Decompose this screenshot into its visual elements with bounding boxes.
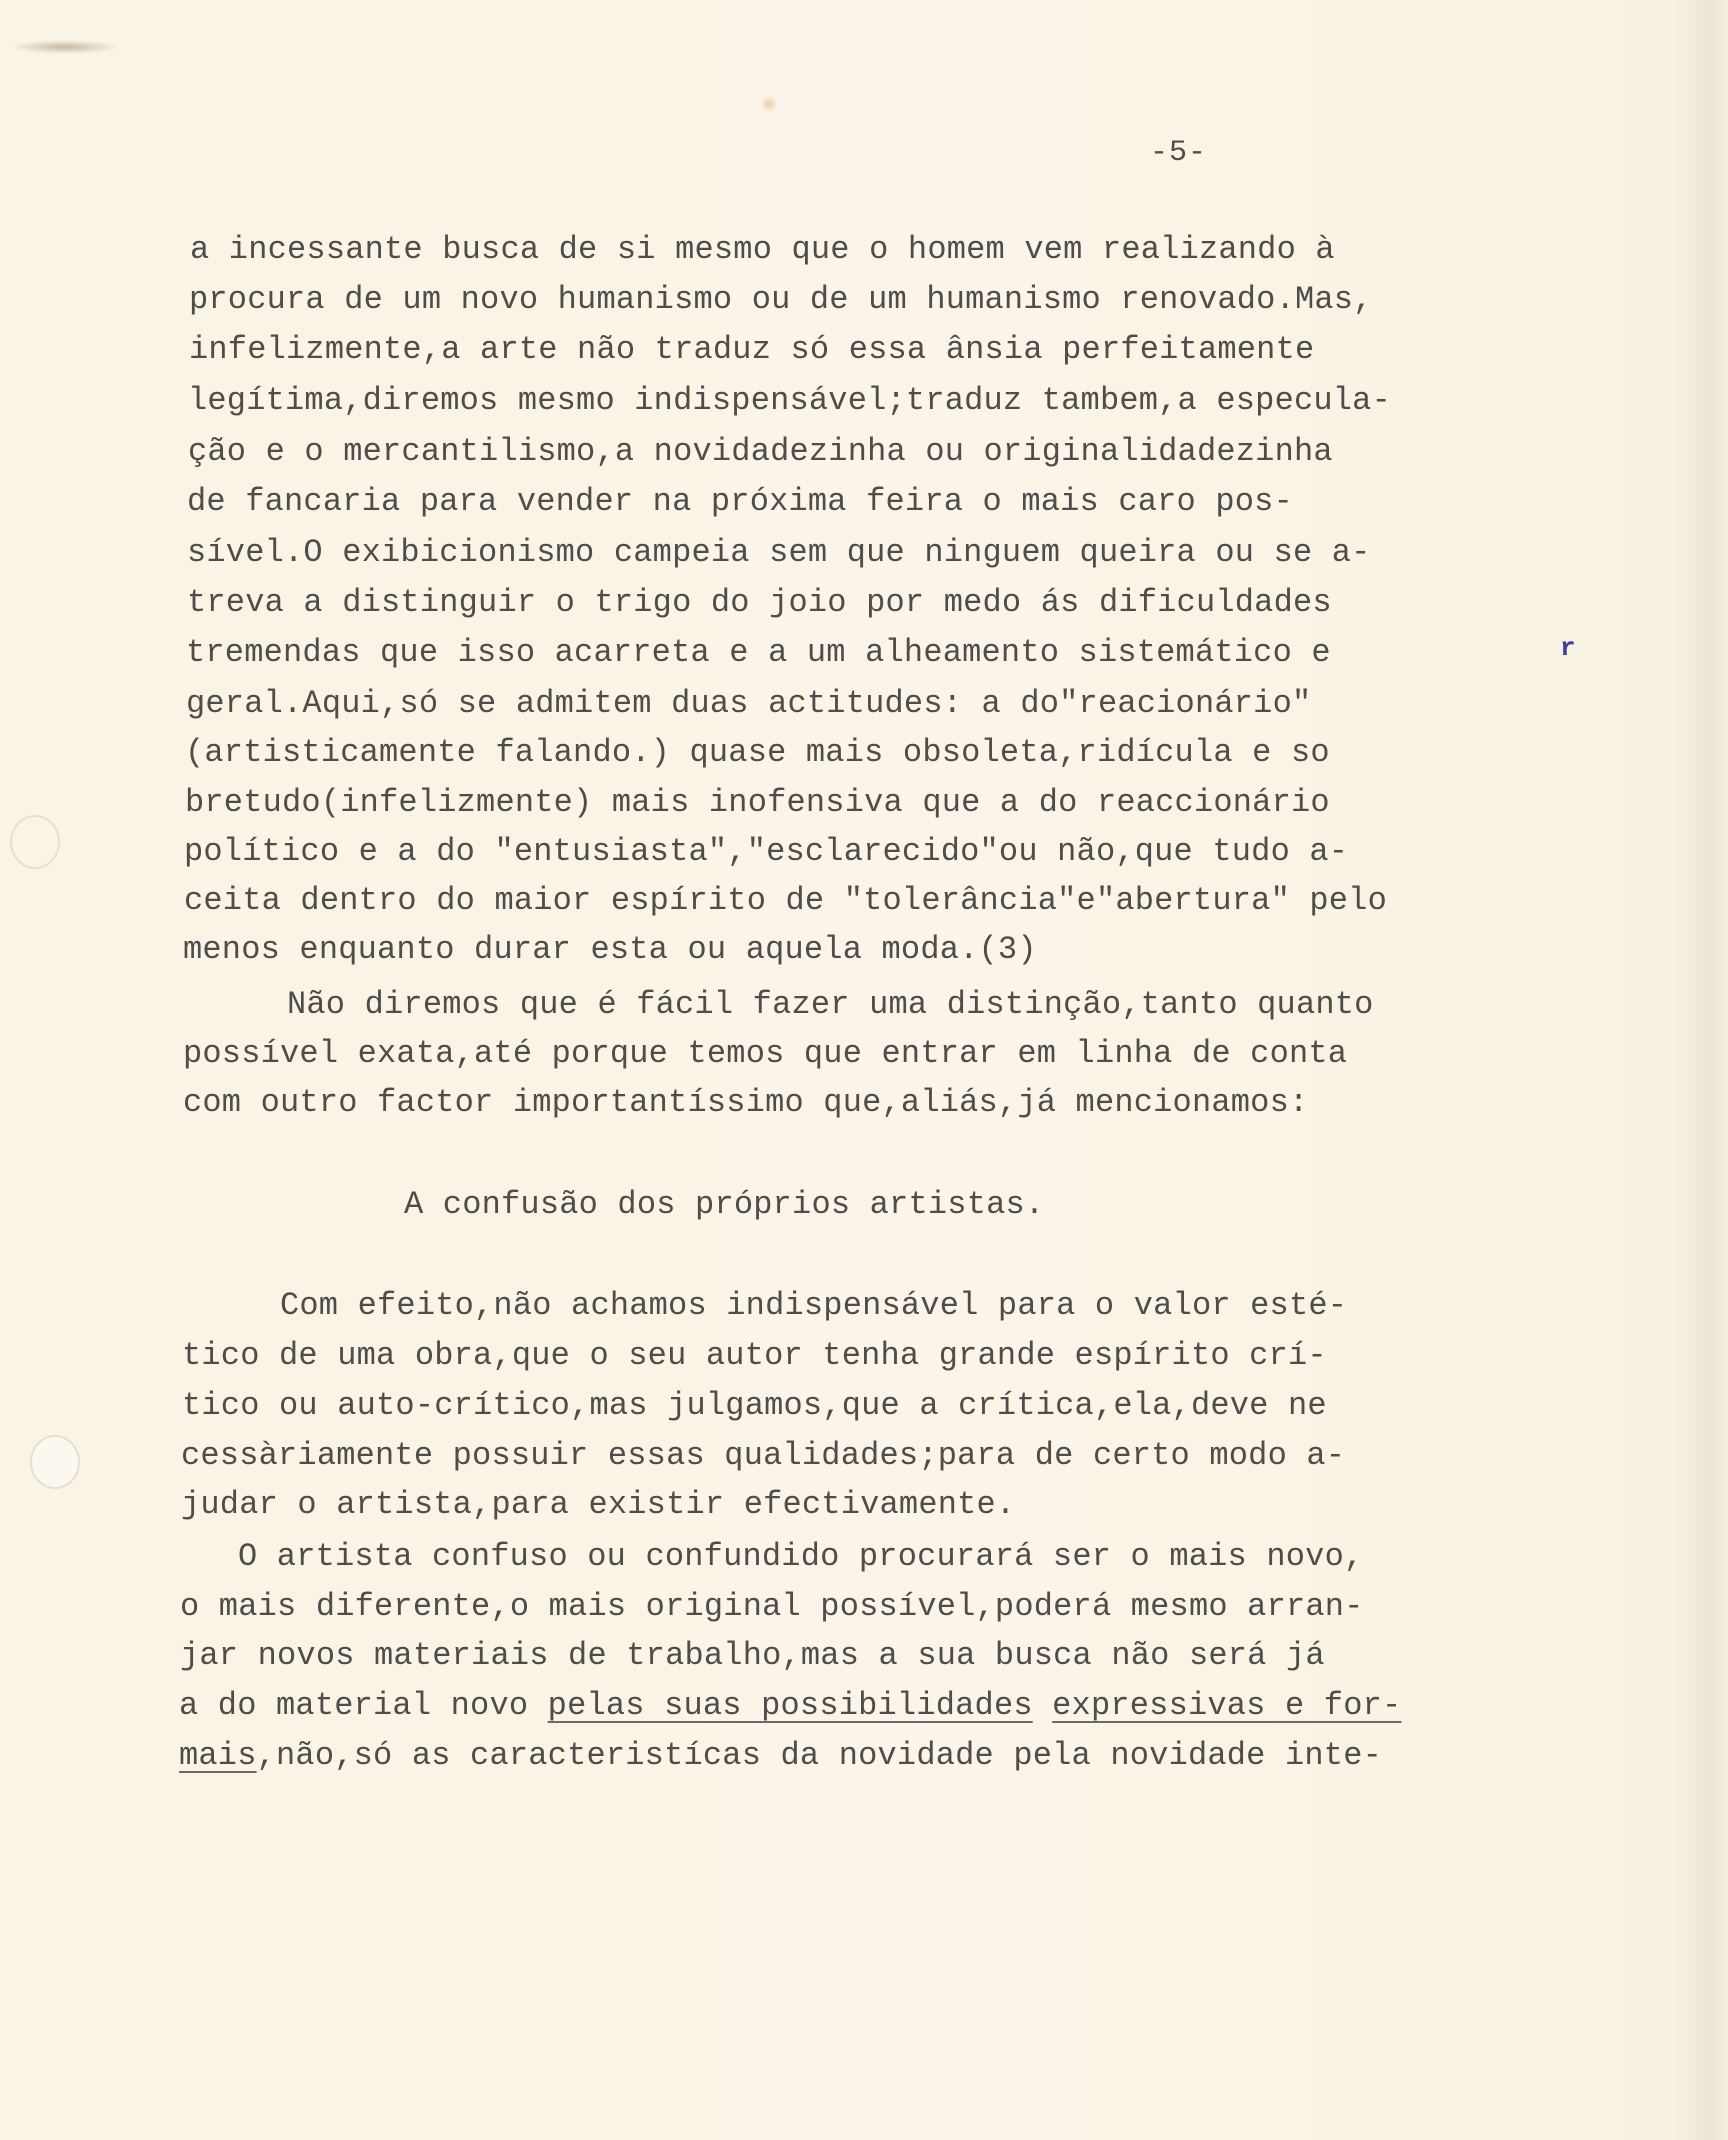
- text-line: Com efeito,não achamos indispensável para o valor esté-: [280, 1287, 1348, 1324]
- text-line: cessàriamente possuir essas qualidades;para de certo modo a-: [181, 1437, 1346, 1474]
- text-line: possível exata,até porque temos que entrar em linha de conta: [183, 1035, 1348, 1072]
- text-line: procura de um novo humanismo ou de um humanismo renovado.Mas,: [189, 281, 1373, 318]
- text-line: sível.O exibicionismo campeia sem que ninguem queira ou se a-: [187, 534, 1371, 571]
- paper-stain: [10, 40, 120, 54]
- text-line: com outro factor importantíssimo que,aliás,já mencionamos:: [183, 1084, 1309, 1121]
- handwritten-correction: r: [1560, 633, 1576, 663]
- punch-hole-mark: [10, 815, 60, 869]
- text-line: legítima,diremos mesmo indispensável;traduz tambem,a especula-: [188, 382, 1391, 419]
- underlined-text: mais: [179, 1737, 257, 1774]
- section-heading: A confusão dos próprios artistas.: [404, 1186, 1045, 1223]
- text-line: bretudo(infelizmente) mais inofensiva que a do reaccionário: [185, 784, 1330, 821]
- text-line: (artisticamente falando.) quase mais obsoleta,ridícula e so: [185, 734, 1330, 771]
- underlined-text: pelas suas possibilidades: [547, 1687, 1033, 1724]
- text-line: O artista confuso ou confundido procurará ser o mais novo,: [238, 1538, 1364, 1575]
- text-line: de fancaria para vender na próxima feira o mais caro pos-: [187, 483, 1293, 520]
- paper-stain: [760, 95, 778, 113]
- text-line: judar o artista,para existir efectivamente.: [181, 1486, 1016, 1523]
- text-segment: a do material novo: [179, 1687, 548, 1724]
- text-line: a incessante busca de si mesmo que o homem vem realizando à: [190, 231, 1335, 268]
- punch-hole-mark: [30, 1435, 80, 1489]
- text-line: Não diremos que é fácil fazer uma distinção,tanto quanto: [287, 986, 1374, 1023]
- text-line: jar novos materiais de trabalho,mas a sua busca não será já: [180, 1637, 1325, 1674]
- underlined-text: expressivas e for-: [1052, 1687, 1402, 1724]
- text-line: ceita dentro do maior espírito de "tolerância"e"abertura" pelo: [184, 882, 1387, 919]
- page-number: -5-: [1150, 136, 1208, 170]
- text-line: infelizmente,a arte não traduz só essa ânsia perfeitamente: [189, 331, 1315, 368]
- text-line: treva a distinguir o trigo do joio por medo ás dificuldades: [187, 584, 1332, 621]
- text-line: geral.Aqui,só se admitem duas actitudes: a do"reacionário": [186, 685, 1312, 722]
- text-line: tico de uma obra,que o seu autor tenha grande espírito crí-: [182, 1337, 1327, 1374]
- text-line: [179, 1736, 1382, 1776]
- text-line: político e a do "entusiasta","esclarecido"ou não,que tudo a-: [184, 833, 1349, 870]
- text-line: o mais diferente,o mais original possível,poderá mesmo arran-: [180, 1588, 1364, 1625]
- text-segment: ,não,só as caracteristícas da novidade pela novidade inte-: [256, 1737, 1383, 1774]
- text-line: menos enquanto durar esta ou aquela moda.(3): [183, 931, 1037, 968]
- text-line: ção e o mercantilismo,a novidadezinha ou originalidadezinha: [188, 433, 1333, 470]
- text-line: [179, 1686, 1401, 1726]
- text-line: tico ou auto-crítico,mas julgamos,que a crítica,ela,deve ne: [182, 1387, 1327, 1424]
- text-segment: [1033, 1687, 1052, 1724]
- text-line: tremendas que isso acarreta e a um alheamento sistemático e: [186, 634, 1331, 671]
